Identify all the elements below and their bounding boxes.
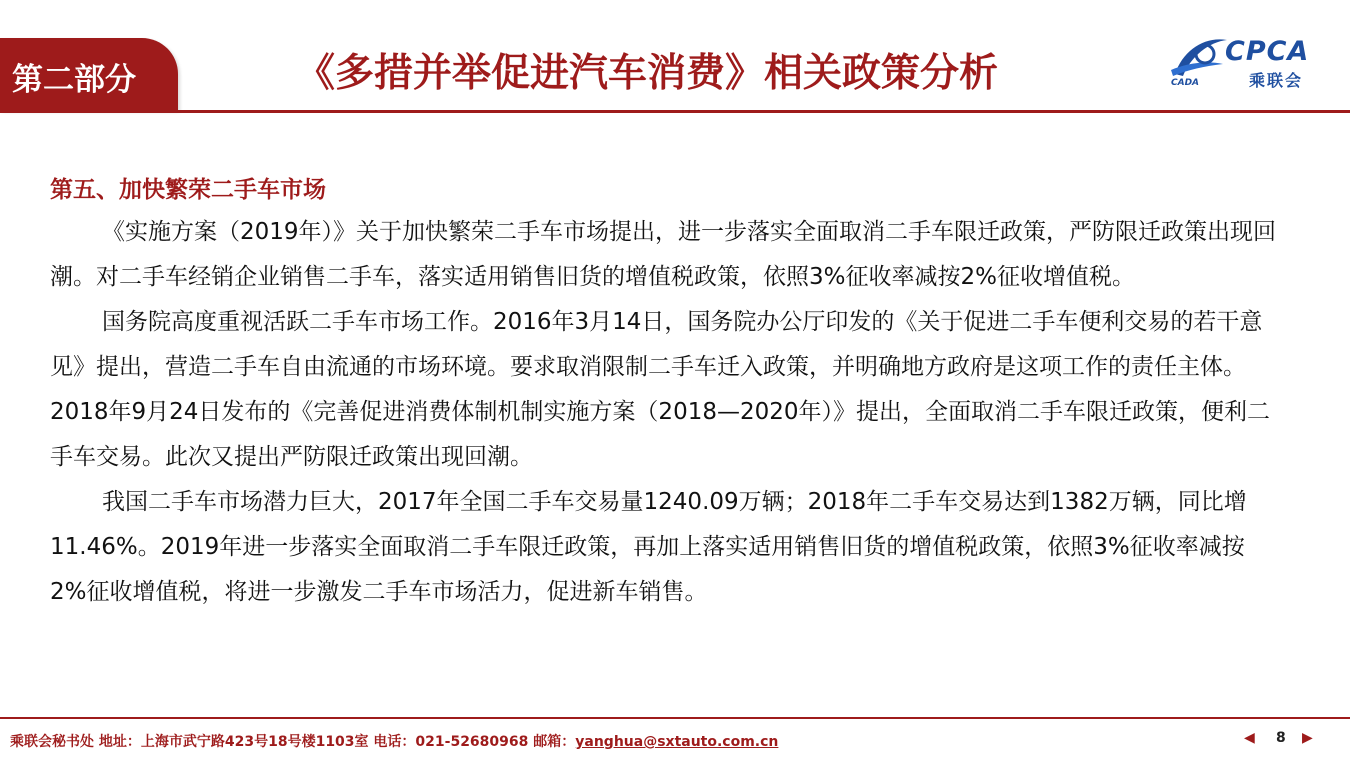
content-subheading: 第五、加快繁荣二手车市场: [50, 177, 326, 203]
cpca-logo: [1165, 30, 1340, 92]
next-slide-icon[interactable]: ▶: [1302, 730, 1313, 746]
page-number: 8: [1276, 730, 1286, 746]
content-paragraph-3: 我国二手车市场潜力巨大，2017年全国二手车交易量1240.09万辆；2018年二手车交易达到1382万辆，同比增11.46%。2019年进一步落实全面取消二手车限迁政策，再加上落实适用销售旧货的增值税政策，依照3%征收率减按2%征收增值税，将进一步激发二手车市场活力，促进新车销售。: [50, 489, 1247, 605]
content-body: [50, 170, 1280, 615]
header-divider: [0, 110, 1350, 113]
content-paragraph-1: 《实施方案（2019年）》关于加快繁荣二手车市场提出，进一步落实全面取消二手车限迁政策，严防限迁政策出现回潮。对二手车经销企业销售二手车，落实适用销售旧货的增值税政策，依照3%征收率减按2%征收增值税。: [50, 219, 1277, 290]
section-label: 第二部分: [12, 62, 136, 98]
footer-divider: [0, 717, 1350, 719]
logo-brand-text: CPCA: [1225, 36, 1310, 67]
logo-chinese-text: 乘联会: [1249, 71, 1304, 90]
prev-slide-icon[interactable]: ◀: [1244, 730, 1255, 746]
footer-contact-text: 乘联会秘书处 地址：上海市武宁路423号18号楼1103室 电话：021-52680968 邮箱：: [10, 734, 576, 750]
logo-small-text: CADA: [1171, 78, 1200, 88]
section-tab: [0, 38, 178, 110]
footer-email-link[interactable]: yanghua@sxtauto.com.cn: [575, 734, 779, 750]
content-paragraph-2: 国务院高度重视活跃二手车市场工作。2016年3月14日，国务院办公厅印发的《关于促进二手车便利交易的若干意见》提出，营造二手车自由流通的市场环境。要求取消限制二手车迁入政策，并明确地方政府是这项工作的责任主体。2018年9月24日发布的《完善促进消费体制机制实施方案（2018—2020年）》提出，全面取消二手车限迁政策，便利二手车交易。此次又提出严防限迁政策出现回潮。: [50, 309, 1270, 470]
footer-contact: [10, 731, 778, 751]
slide-title: 《多措并举促进汽车消费》相关政策分析: [296, 51, 999, 96]
